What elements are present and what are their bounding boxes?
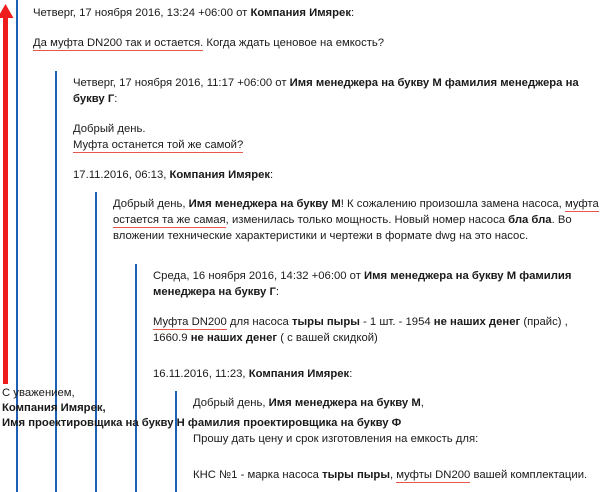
- message-header-colon-0: :: [350, 7, 355, 19]
- spellcheck-phrase-2: муфта остается та же самая: [113, 198, 599, 226]
- message-sender-1: Имя менеджера на букву М фамилия менеджера на букву Г: [73, 77, 579, 105]
- message-text-4-0-1: Имя менеджера на букву М: [268, 397, 421, 409]
- message-text-4-1-0: Прошу дать цену и срок изготовления на емкость для:: [193, 433, 479, 445]
- message-header-colon-2: :: [270, 169, 274, 181]
- message-text-2-0-2: ! К сожалению произошла замена насоса,: [340, 198, 565, 210]
- message-text-1-0-0: Добрый день.: [73, 123, 146, 135]
- message-header-colon-3: :: [275, 286, 280, 298]
- message-text-3-0-6: не наших денег: [190, 332, 278, 344]
- message-text-3-0-5: (прайс) , 1660.9: [153, 316, 568, 344]
- message-sender-0: Компания Имярек: [250, 7, 351, 19]
- message-date-1: Четверг, 17 ноября 2016, 11:17 +06:00 от: [73, 77, 290, 89]
- quote-level-3: [135, 264, 600, 492]
- spellcheck-phrase-4: муфты DN200: [396, 469, 471, 481]
- message-date-3: Среда, 16 ноября 2016, 14:32 +06:00 от: [153, 270, 365, 282]
- message-text-3-0-1: для насоса: [226, 316, 292, 328]
- message-text-3-0-2: тыры пыры: [291, 316, 360, 328]
- message-text-3-0-7: ( с вашей скидкой): [277, 332, 378, 344]
- message-body-line-1-1: [73, 137, 600, 153]
- message-body-line-3-0: [153, 314, 600, 346]
- message-header-colon-1: :: [114, 93, 118, 105]
- message-header-2: [73, 167, 600, 183]
- message-header-1: [73, 75, 600, 107]
- signature-line-2: Компания Имярек,: [2, 402, 106, 414]
- message-body-line-1-0: [73, 121, 600, 137]
- signature-line-1: С уважением,: [2, 387, 75, 399]
- message-body-line-4-1: [193, 431, 600, 447]
- message-text-2-0-5: бла бла: [508, 214, 552, 226]
- message-body-line-0-0: [33, 35, 600, 51]
- message-header-4: [153, 366, 600, 382]
- message-text-2-0-0: Добрый день,: [113, 198, 189, 210]
- message-header-colon-4: :: [349, 368, 353, 380]
- message-date-2: 17.11.2016, 06:13,: [73, 169, 170, 181]
- message-text-4-0-2: ,: [420, 397, 424, 409]
- message-text-4-0-0: Добрый день,: [193, 397, 269, 409]
- spellcheck-phrase-1: Муфта останется той же самой?: [73, 139, 244, 151]
- spellcheck-phrase-0: Да муфта DN200 так и остается.: [33, 37, 204, 49]
- message-body-line-4-2: [193, 467, 600, 483]
- message-text-4-2-4: вашей комплектации.: [470, 469, 588, 481]
- message-text-3-0-4: не наших денег: [433, 316, 521, 328]
- message-text-4-2-2: ,: [389, 469, 397, 481]
- message-sender-2: Компания Имярек: [169, 169, 271, 181]
- message-date-4: 16.11.2016, 11:23,: [153, 368, 249, 380]
- message-body-line-2-0: [113, 196, 600, 244]
- quote-level-2: [95, 192, 600, 492]
- message-text-3-0-3: - 1 шт. - 1954: [359, 316, 434, 328]
- signature-line-3: Имя проектировщика на букву Н фамилия проектировщика на букву Ф: [2, 417, 402, 429]
- message-text-4-2-0: КНС №1 - марка насоса: [193, 469, 323, 481]
- spellcheck-phrase-3: Муфта DN200: [153, 316, 227, 328]
- message-header-3: [153, 268, 600, 300]
- signature-block: [2, 386, 582, 431]
- message-sender-4: Компания Имярек: [248, 368, 350, 380]
- message-text-2-0-4: , изменилась только мощность. Новый номер насоса: [225, 214, 509, 226]
- message-text-2-0-1: Имя менеджера на букву М: [188, 198, 341, 210]
- message-header-0: [33, 5, 600, 21]
- message-text-0-0-1: Когда ждать ценовое на емкость?: [203, 37, 385, 49]
- message-sender-3: Имя менеджера на букву М фамилия менеджера на букву Г: [153, 270, 572, 298]
- message-text-4-2-1: тыры пыры: [322, 469, 390, 481]
- message-date-0: Четверг, 17 ноября 2016, 13:24 +06:00 от: [33, 7, 251, 19]
- message-text-2-0-6: . Во вложении технические характеристики и чертежи в формате dwg на это насос.: [113, 214, 572, 242]
